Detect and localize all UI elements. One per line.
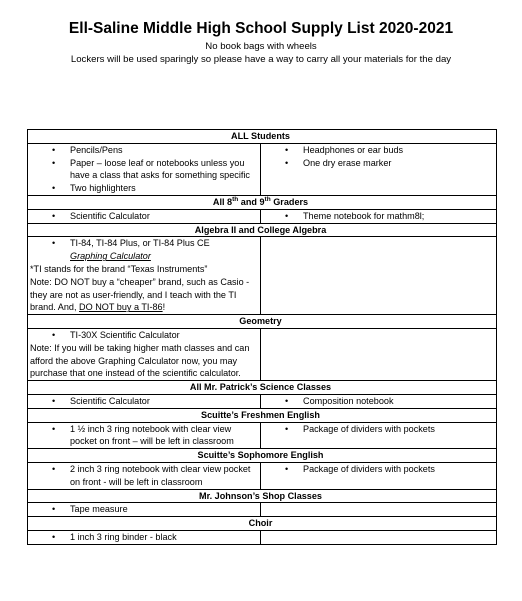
- item-text: 1 ½ inch 3 ring notebook with clear view pocket on front – will be left in classroom: [70, 423, 234, 447]
- left-column: [28, 503, 261, 517]
- bullet-icon: •: [52, 157, 56, 168]
- bullet-icon: •: [52, 329, 56, 340]
- section-heading-science: All Mr. Patrick’s Science Classes: [28, 381, 497, 395]
- left-column: [28, 394, 261, 408]
- bullet-icon: •: [52, 210, 56, 221]
- list-item: [28, 182, 257, 195]
- section-heading-choir: Choir: [28, 517, 497, 531]
- purchase-note: [28, 276, 257, 314]
- section-header-row: [28, 489, 497, 503]
- list-item: [261, 144, 493, 157]
- bullet-icon: •: [285, 395, 289, 406]
- list-item: [28, 144, 257, 157]
- item-text: Headphones or ear buds: [303, 144, 404, 155]
- item-text: Composition notebook: [303, 395, 394, 406]
- section-items-row: [28, 462, 497, 489]
- item-text: One dry erase marker: [303, 157, 392, 168]
- supply-table: [27, 129, 497, 545]
- bullet-icon: •: [285, 423, 289, 434]
- section-items-row: [28, 394, 497, 408]
- list-item: [28, 503, 257, 516]
- item-text: Tape measure: [70, 504, 128, 515]
- bullet-icon: •: [52, 463, 56, 474]
- section-items-row: [28, 143, 497, 195]
- list-item: [261, 423, 493, 436]
- section-heading-shop: Mr. Johnson’s Shop Classes: [28, 489, 497, 503]
- superscript: th: [232, 195, 239, 203]
- right-column: [261, 209, 497, 223]
- bullet-icon: •: [285, 463, 289, 474]
- right-column: [261, 462, 497, 489]
- list-item: [28, 329, 257, 342]
- item-text: Pencils/Pens: [70, 144, 123, 155]
- right-column: [261, 328, 497, 380]
- list-item: [261, 463, 493, 476]
- bullet-icon: •: [52, 395, 56, 406]
- list-item: [261, 210, 493, 223]
- right-column: [261, 237, 497, 315]
- left-column: [28, 422, 261, 449]
- item-text: 1 inch 3 ring binder - black: [70, 531, 177, 542]
- bullet-icon: •: [285, 210, 289, 221]
- graphing-calculator-label: Graphing Calculator: [70, 251, 151, 262]
- note-text-end: !: [162, 302, 166, 313]
- list-item: [28, 531, 257, 544]
- bullet-icon: •: [285, 144, 289, 155]
- bullet-icon: •: [52, 423, 56, 434]
- item-list: [261, 210, 493, 223]
- list-item: [261, 157, 493, 170]
- bullet-icon: •: [52, 144, 56, 155]
- list-item: [28, 157, 257, 183]
- section-items-row: [28, 530, 497, 544]
- heading-text: and 9: [238, 196, 265, 207]
- section-items-row: [28, 237, 497, 315]
- item-text: Package of dividers with pockets: [303, 463, 435, 474]
- right-column: [261, 503, 497, 517]
- section-heading-sophomore-english: Scuitte’s Sophomore English: [28, 449, 497, 463]
- right-column: [261, 530, 497, 544]
- right-column: [261, 394, 497, 408]
- left-column: [28, 143, 261, 195]
- item-list: [28, 395, 257, 408]
- item-text: 2 inch 3 ring notebook with clear view pocket on front - will be left in classroom: [70, 463, 251, 487]
- item-text: Scientific Calculator: [70, 210, 150, 221]
- right-column: [261, 143, 497, 195]
- left-column: [28, 209, 261, 223]
- section-items-row: [28, 422, 497, 449]
- item-text: Two highlighters: [70, 183, 136, 194]
- superscript: th: [264, 195, 271, 203]
- section-header-row: [28, 381, 497, 395]
- right-column: [261, 422, 497, 449]
- section-header-row: [28, 315, 497, 329]
- list-item: [261, 395, 493, 408]
- item-list: [261, 144, 493, 170]
- bullet-icon: •: [52, 531, 56, 542]
- item-list: [28, 463, 257, 489]
- item-text: Package of dividers with pockets: [303, 423, 435, 434]
- left-column: [28, 328, 261, 380]
- item-list: [28, 144, 257, 195]
- section-items-row: [28, 328, 497, 380]
- item-list: [28, 531, 257, 544]
- subtitle-line-1: No book bags with wheels: [205, 41, 317, 52]
- item-list: [261, 395, 493, 408]
- item-text: TI-30X Scientific Calculator: [70, 329, 180, 340]
- list-item: [28, 423, 257, 449]
- geometry-note: Note: If you will be taking higher math classes and can afford the above Graphing Calculator now, you may purchase that one instead of the scientific calculator.: [30, 342, 250, 379]
- item-list: [28, 503, 257, 516]
- section-header-row: [28, 130, 497, 144]
- subtitle-line-2: Lockers will be used sparingly so please have a way to carry all your materials for the day: [70, 54, 452, 65]
- section-header-row: [28, 449, 497, 463]
- left-column: [28, 237, 261, 315]
- item-list: [28, 329, 257, 342]
- section-heading-all-students: ALL Students: [28, 130, 497, 144]
- item-list: [261, 423, 493, 436]
- bullet-icon: •: [52, 183, 56, 194]
- section-heading-grades-8-9: [28, 195, 497, 209]
- section-header-row: [28, 517, 497, 531]
- note-underlined-text: DO NOT buy a TI-86: [79, 302, 163, 313]
- section-items-row: [28, 209, 497, 223]
- item-text: Theme notebook for mathm8l;: [303, 210, 425, 221]
- item-list: [28, 210, 257, 223]
- document-header: [0, 20, 522, 66]
- list-item: [28, 210, 257, 223]
- document-title: Ell-Saline Middle High School Supply List 2020-2021: [68, 20, 454, 37]
- bullet-icon: •: [52, 504, 56, 515]
- section-header-row: [28, 223, 497, 237]
- heading-text: All 8: [212, 196, 233, 207]
- note-text: Note: DO NOT buy a “cheaper” brand, such as Casio - they are not as user-friendly, and I teach with the TI brand. And,: [30, 276, 250, 313]
- bullet-icon: •: [52, 238, 56, 249]
- section-header-row: [28, 408, 497, 422]
- heading-text: Graders: [270, 196, 309, 207]
- item-list: [28, 423, 257, 449]
- item-list: [261, 463, 493, 476]
- ti-brand-note: *TI stands for the brand “Texas Instruments”: [30, 263, 208, 274]
- list-item: [28, 237, 257, 263]
- bullet-icon: •: [285, 157, 289, 168]
- item-list: [28, 237, 257, 263]
- section-heading-freshmen-english: Scuitte’s Freshmen English: [28, 408, 497, 422]
- item-text: Scientific Calculator: [70, 395, 150, 406]
- section-heading-algebra: Algebra II and College Algebra: [28, 223, 497, 237]
- section-header-row: [28, 195, 497, 209]
- item-text: TI-84, TI-84 Plus, or TI-84 Plus CE: [70, 238, 210, 249]
- section-heading-geometry: Geometry: [28, 315, 497, 329]
- item-text: Paper – loose leaf or notebooks unless you have a class that asks for something specific: [70, 157, 250, 181]
- left-column: [28, 530, 261, 544]
- section-items-row: [28, 503, 497, 517]
- list-item: [28, 463, 257, 489]
- left-column: [28, 462, 261, 489]
- list-item: [28, 395, 257, 408]
